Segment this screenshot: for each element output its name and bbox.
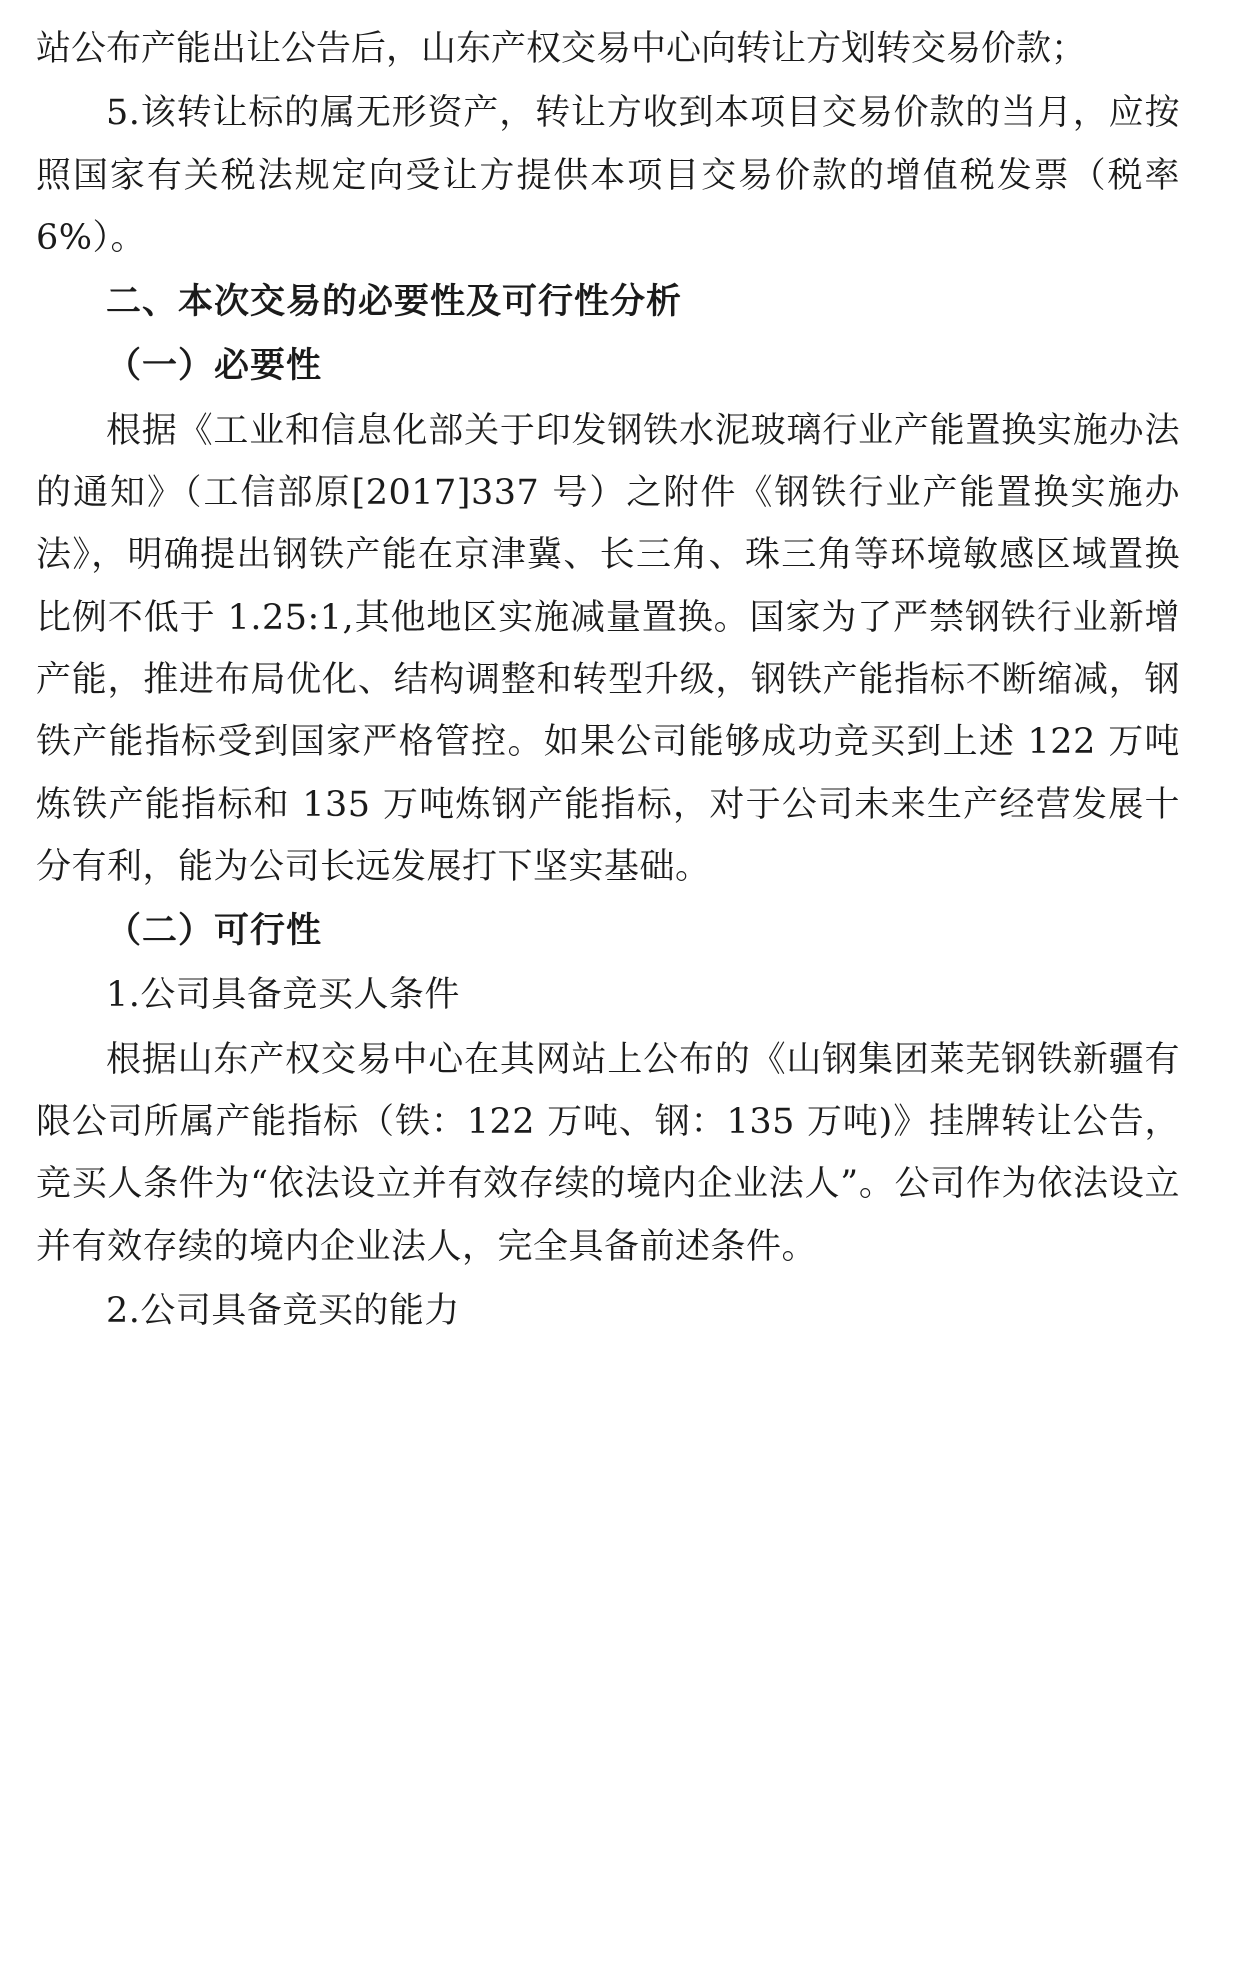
heading-section-two: 二、本次交易的必要性及可行性分析 — [106, 281, 683, 323]
heading-necessity: （一）必要性 — [106, 345, 323, 387]
document-body — [36, 18, 1180, 1342]
list-item-1: 1.公司具备竞买人条件 — [106, 975, 460, 1016]
heading-feasibility: （二）可行性 — [106, 910, 323, 952]
paragraph-continued: 站公布产能出让公告后，山东产权交易中心向转让方划转交易价款； — [36, 29, 1087, 69]
list-item-2: 2.公司具备竞买的能力 — [106, 1290, 460, 1331]
paragraph-item-1-body: 根据山东产权交易中心在其网站上公布的《山钢集团莱芜钢铁新疆有限公司所属产能指标（铁：122 万吨、钢：135 万吨)》挂牌转让公告，竞买人条件为“依法设立并有效存续的境内企业法人”。公司作为依法设立并有效存续的境内企业法人，完全具备前述条件。 — [36, 1039, 1180, 1267]
paragraph-necessity-body: 根据《工业和信息化部关于印发钢铁水泥玻璃行业产能置换实施办法的通知》（工信部原[2017]337 号）之附件《钢铁行业产能置换实施办法》，明确提出钢铁产能在京津冀、长三角、珠三角等环境敏感区域置换比例不低于 1.25:1,其他地区实施减量置换。国家为了严禁钢铁行业新增产能，推进布局优化、结构调整和转型升级，钢铁产能指标不断缩减，钢铁产能指标受到国家严格管控。如果公司能够成功竞买到上述 122 万吨炼铁产能指标和 135 万吨炼钢产能指标，对于公司未来生产经营发展十分有利，能为公司长远发展打下坚实基础。 — [36, 410, 1180, 887]
paragraph-item-5: 5.该转让标的属无形资产，转让方收到本项目交易价款的当月，应按照国家有关税法规定向受让方提供本项目交易价款的增值税发票（税率 6%）。 — [36, 93, 1180, 258]
